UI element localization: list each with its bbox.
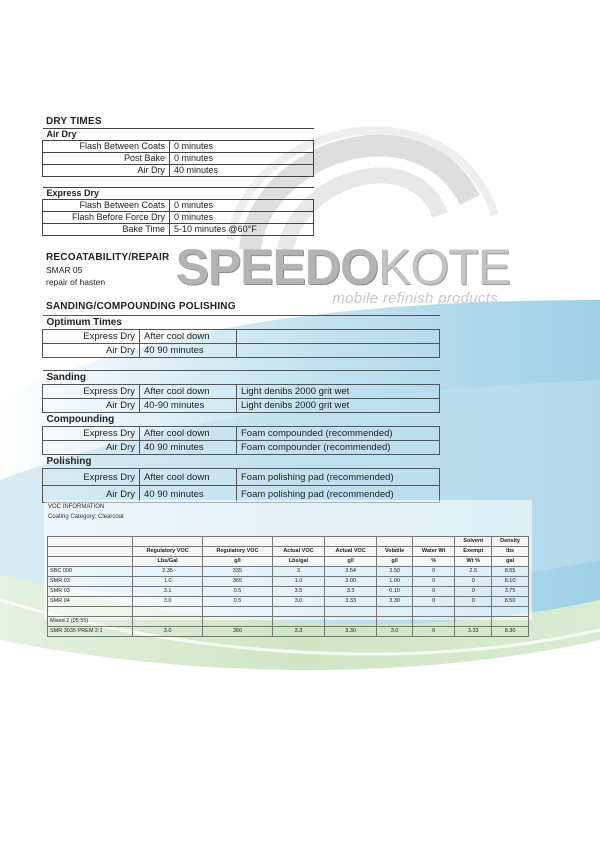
table-row [43, 141, 314, 153]
table-cell [48, 547, 133, 557]
section-title: Compounding [43, 413, 440, 427]
table-cell: 3.30 [377, 597, 413, 607]
section-title: Express Dry [43, 188, 314, 200]
table-cell [325, 537, 377, 547]
table-cell: 3.3 [272, 627, 324, 637]
table-cell: 0 [412, 627, 454, 637]
table-row [48, 597, 529, 607]
table-row [43, 165, 314, 177]
table-cell: SMR 3035 PREM 2:1 [48, 627, 133, 637]
row-time: 40 90 minutes [140, 486, 237, 503]
table-cell: gal [492, 557, 529, 567]
table-cell: 335 [203, 567, 273, 577]
row-label: Express Dry [43, 469, 140, 486]
row-note: Foam polishing pad (recommended) [237, 486, 440, 503]
table-row [43, 344, 440, 358]
row-value: 5-10 minutes @60°F [170, 224, 314, 236]
sanding-heading: SANDING/COMPOUNDING POLISHING [46, 301, 236, 312]
row-value: 40 minutes [170, 165, 314, 177]
table-cell: 3.3 [325, 587, 377, 597]
table-cell: Exempt [455, 547, 492, 557]
table-cell: 0.5 [203, 587, 273, 597]
row-label: Express Dry [43, 385, 140, 399]
row-time: 40 90 minutes [140, 441, 237, 455]
row-value: 0 minutes [170, 212, 314, 224]
table-cell [325, 607, 377, 617]
row-note: Light denibs 2000 grit wet [237, 385, 440, 399]
row-label: Flash Between Coats [43, 200, 170, 212]
section-row [43, 188, 314, 200]
table-row [48, 607, 529, 617]
table-cell: 3.50 [377, 567, 413, 577]
table-cell: 8.50 [492, 597, 529, 607]
table-cell: 0.10 [377, 587, 413, 597]
table-cell: 2.5 [455, 567, 492, 577]
table-row [48, 577, 529, 587]
section-row [43, 371, 440, 385]
row-label: Air Dry [43, 344, 140, 358]
row-time: After cool down [140, 330, 237, 344]
table-cell: g/l [377, 557, 413, 567]
table-cell [203, 537, 273, 547]
table-cell: Regulatory VOC [133, 547, 203, 557]
table-cell: Actual VOC [272, 547, 324, 557]
section-title: Sanding [43, 371, 440, 385]
voc-title: VOC INFORMATION [48, 504, 105, 510]
table-cell [272, 607, 324, 617]
table-cell: 1.0 [272, 577, 324, 587]
recoat-line-1: SMAR 05 [46, 265, 83, 275]
table-cell: 3.0 [272, 597, 324, 607]
table-row [48, 587, 529, 597]
row-time: 40 90 minutes [140, 344, 237, 358]
section-row [43, 129, 314, 141]
table-row [43, 469, 440, 486]
table-cell: 0 [412, 577, 454, 587]
table-cell: Water Wt [412, 547, 454, 557]
voc-subtitle: Coating Category: Clearcoat [48, 514, 124, 520]
row-label: Air Dry [43, 399, 140, 413]
row-label: Air Dry [43, 441, 140, 455]
table-header-row [48, 547, 529, 557]
table-cell: lbs [492, 547, 529, 557]
row-label: Express Dry [43, 330, 140, 344]
table-cell [492, 617, 529, 627]
section-row [43, 316, 440, 330]
row-time: After cool down [140, 427, 237, 441]
section-title: Optimum Times [43, 316, 440, 330]
table-cell: 0 [455, 577, 492, 587]
row-time: 40-90 minutes [140, 399, 237, 413]
recoat-line-2: repair of hasten [46, 277, 106, 287]
row-note: Foam compounded (recommended) [237, 427, 440, 441]
row-value: 0 minutes [170, 153, 314, 165]
table-cell [48, 607, 133, 617]
row-label: Flash Before Force Dry [43, 212, 170, 224]
table-cell: 8.55 [492, 567, 529, 577]
table-cell [133, 537, 203, 547]
table-cell: Lbs/Gal [133, 557, 203, 567]
table-cell: SMR 03 [48, 587, 133, 597]
table-cell: SBC 000 [48, 567, 133, 577]
table-cell: Mixed 2 (05:55) [48, 617, 133, 627]
table-cell [377, 617, 413, 627]
row-note: Light denibs 2000 grit wet [237, 399, 440, 413]
table-cell: SMR 03 [48, 577, 133, 587]
table-cell: 360 [203, 627, 273, 637]
table-row [48, 627, 529, 637]
table-cell [203, 607, 273, 617]
table-cell [455, 607, 492, 617]
table-cell [455, 617, 492, 627]
table-cell: 0.5 [203, 597, 273, 607]
logo-brand-a: SPEEDO [175, 239, 378, 295]
table-cell: 3.0 [377, 627, 413, 637]
table-header-row [48, 557, 529, 567]
table-cell: 3.75 [492, 587, 529, 597]
table-cell [48, 557, 133, 567]
table-cell: Volatile [377, 547, 413, 557]
row-label: Express Dry [43, 427, 140, 441]
table-cell [377, 537, 413, 547]
table-cell: 3.30 [325, 627, 377, 637]
sanding-table [42, 315, 440, 503]
table-cell [412, 537, 454, 547]
dry-times-heading: DRY TIMES [46, 116, 102, 127]
table-row [48, 617, 529, 627]
table-cell [325, 617, 377, 627]
logo-tagline: mobile refinish products [332, 290, 498, 307]
table-cell: 3 [272, 567, 324, 577]
row-value: 0 minutes [170, 141, 314, 153]
table-cell: Density [492, 537, 529, 547]
table-cell [377, 607, 413, 617]
table-row [43, 212, 314, 224]
table-cell: 0 [455, 597, 492, 607]
row-time: After cool down [140, 469, 237, 486]
table-cell: g/l [203, 557, 273, 567]
row-label: Bake Time [43, 224, 170, 236]
logo [150, 239, 510, 307]
table-cell [412, 607, 454, 617]
table-cell: 8.10 [492, 577, 529, 587]
table-cell [133, 617, 203, 627]
row-note [237, 330, 440, 344]
section-title: Air Dry [43, 129, 314, 141]
table-row [43, 330, 440, 344]
table-cell: 1.00 [377, 577, 413, 587]
table-cell [272, 617, 324, 627]
table-cell [203, 617, 273, 627]
table-row [43, 200, 314, 212]
section-title: Polishing [43, 455, 440, 469]
table-cell [133, 607, 203, 617]
table-cell [272, 537, 324, 547]
table-cell: Solvent [455, 537, 492, 547]
table-cell [48, 537, 133, 547]
table-cell: % [412, 557, 454, 567]
table-cell: 3.0 [133, 597, 203, 607]
row-label: Air Dry [43, 165, 170, 177]
logo-brand-b: KOTE [377, 239, 510, 295]
table-cell: 2.35 [133, 567, 203, 577]
table-cell: 3.33 [325, 597, 377, 607]
table-cell: Lbs/gal [272, 557, 324, 567]
table-row [43, 224, 314, 236]
table-cell: SMR 04 [48, 597, 133, 607]
row-note: Foam polishing pad (recommended) [237, 469, 440, 486]
table-cell: 8.30 [492, 627, 529, 637]
table-cell: 3.33 [455, 627, 492, 637]
table-row [43, 399, 440, 413]
row-note: Foam compounder (recommended) [237, 441, 440, 455]
table-cell: g/l [325, 557, 377, 567]
row-label: Post Bake [43, 153, 170, 165]
row-label: Air Dry [43, 486, 140, 503]
table-cell: Actual VOC [325, 547, 377, 557]
table-cell [412, 617, 454, 627]
voc-table [47, 536, 529, 637]
row-time: After cool down [140, 385, 237, 399]
row-label: Flash Between Coats [43, 141, 170, 153]
dry-times-table [42, 128, 314, 236]
table-cell: 1.0 [133, 577, 203, 587]
table-cell: 0 [455, 587, 492, 597]
table-cell [492, 607, 529, 617]
table-cell: 3.0 [133, 627, 203, 637]
table-row [43, 427, 440, 441]
table-header-row [48, 537, 529, 547]
table-cell: 0 [412, 597, 454, 607]
spacer-row [43, 177, 314, 188]
section-row [43, 413, 440, 427]
table-cell: Regulatory VOC [203, 547, 273, 557]
table-cell: 3.54 [325, 567, 377, 577]
table-cell: 0 [412, 587, 454, 597]
table-cell: 365 [203, 577, 273, 587]
table-row [43, 385, 440, 399]
recoat-heading: RECOATABILITY/REPAIR [46, 252, 170, 263]
table-row [48, 567, 529, 577]
section-row [43, 455, 440, 469]
table-cell: 0 [412, 567, 454, 577]
row-note [237, 344, 440, 358]
table-row [43, 153, 314, 165]
table-row [43, 441, 440, 455]
table-cell: 3.1 [133, 587, 203, 597]
table-cell: Wt % [455, 557, 492, 567]
spacer-row [43, 358, 440, 371]
table-cell: 3.5 [272, 587, 324, 597]
row-value: 0 minutes [170, 200, 314, 212]
table-cell: 3.00 [325, 577, 377, 587]
